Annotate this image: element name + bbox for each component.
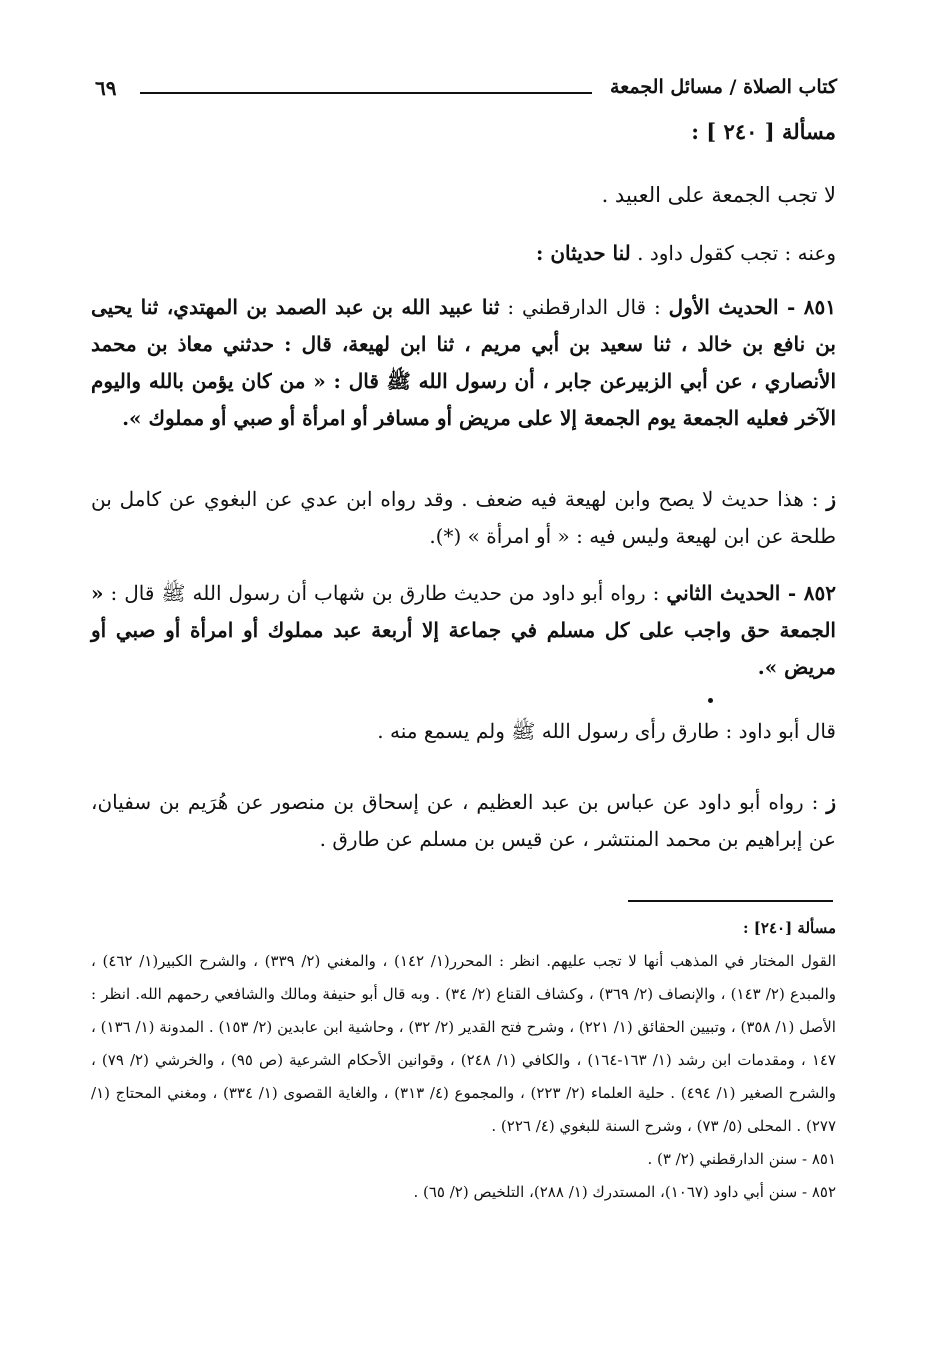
hadith-851-isnad: ثنا عبيد الله بن عبد الصمد بن المهتدي، ثنا يحيى بن نافع بن خالد ، ثنا سعيد بن أبي مريم ، ثنا ابن لهيعة، قال : حدثني معاذ بن محمد الأنصاري ، عن أبي الزبيرعن جابر ، أن رسول الله ﷺ قال : [91, 295, 836, 393]
masala-heading: مسألة [ ٢٤٠ ] : [691, 119, 836, 144]
other-view-text: وعنه : تجب كقول داود . [630, 241, 836, 265]
hadith-851 [91, 289, 836, 437]
comment-1-text: : هذا حديث لا يصح وابن لهيعة فيه ضعف . وقد رواه ابن عدي عن البغوي عن كامل بن طلحة عن ابن لهيعة وليس فيه : « أو امرأة » (*). [91, 487, 836, 548]
header-rule [140, 92, 592, 94]
running-title: كتاب الصلاة / مسائل الجمعة [610, 76, 837, 98]
footnote-rule [628, 900, 833, 902]
footnote-text: القول المختار في المذهب أنها لا تجب عليهم. انظر : المحرر(١/ ١٤٢) ، والمغني (٢/ ٣٣٩) ، والشرح الكبير(١/ ٤٦٢) ، والمبدع (٢/ ١٤٣) ، والإنصاف (٢/ ٣٦٩) ، وكشاف القناع (٢/ ٣٤) . وبه قال أبو حنيفة ومالك والشافعي رحمهم الله. انظر : الأصل (١/ ٣٥٨) ، وتبيين الحقائق (١/ ٢٢١) ، وشرح فتح القدير (٢/ ٣٢) ، وحاشية ابن عابدين (٢/ ١٥٣) . المدونة (١/ ١٣٦) ، ١٤٧ ، ومقدمات ابن رشد (١/ ١٦٣-١٦٤) ، والكافي (١/ ٢٤٨) ، وقوانين الأحكام الشرعية (ص ٩٥) ، والخرشي (٢/ ٧٩) ، والشرح الصغير (١/ ٤٩٤) . حلية العلماء (٢/ ٢٢٣) ، والمجموع (٤/ ٣١٣) ، والغاية القصوى (١/ ٣٣٤) ، ومغني المحتاج (١/ ٢٧٧) . المحلى (٥/ ٧٣) ، وشرح السنة للبغوي (٤/ ٢٢٦) . [91, 952, 836, 1135]
footnote-heading: مسألة [٢٤٠] : [743, 919, 836, 937]
comment-1-mark: ز [826, 487, 836, 511]
hadith-851-matn: « من كان يؤمن بالله واليوم الآخر فعليه الجمعة يوم الجمعة إلا على مريض أو مسافر أو امرأة أو صبي أو مملوك ». [91, 369, 836, 430]
page-header [95, 74, 837, 108]
abu-dawud-note: قال أبو داود : طارق رأى رسول الله ﷺ ولم يسمع منه . [377, 719, 836, 743]
hadith-851-intro: : قال الدارقطني : [499, 295, 669, 319]
other-view-paragraph [91, 235, 836, 272]
hadith-852-intro: : رواه أبو داود من حديث طارق بن شهاب أن رسول الله ﷺ قال : [103, 581, 667, 605]
stray-dot [708, 698, 713, 703]
hadith-852-matn: « الجمعة حق واجب على كل مسلم في جماعة إلا أربعة عبد مملوك أو امرأة أو صبي أو مريض ». [91, 581, 836, 679]
comment-2-text: : رواه أبو داود عن عباس بن عبد العظيم ، عن إسحاق بن منصور عن هُرَيم بن سفيان، عن إبراهيم بن محمد المنتشر ، عن قيس بن مسلم عن طارق . [91, 790, 836, 851]
hadith-851-label: ٨٥١ - الحديث الأول [668, 295, 836, 319]
hadith-852-label: ٨٥٢ - الحديث الثاني [666, 581, 837, 605]
evidence-heading: لنا حديثان : [535, 241, 631, 265]
page-number: ٦٩ [95, 76, 117, 100]
footnotes [91, 912, 836, 1209]
hadith-852 [91, 575, 836, 686]
footnote-851: ٨٥١ - سنن الدارقطني (٢/ ٣) . [647, 1150, 836, 1168]
comment-1 [91, 481, 836, 555]
comment-2 [91, 784, 836, 858]
footnote-852: ٨٥٢ - سنن أبي داود (١٠٦٧)، المستدرك (١/ ٢٨٨)، التلخيص (٢/ ٦٥) . [413, 1183, 836, 1201]
ruling-text: لا تجب الجمعة على العبيد . [601, 183, 836, 207]
comment-2-mark: ز [826, 790, 837, 814]
